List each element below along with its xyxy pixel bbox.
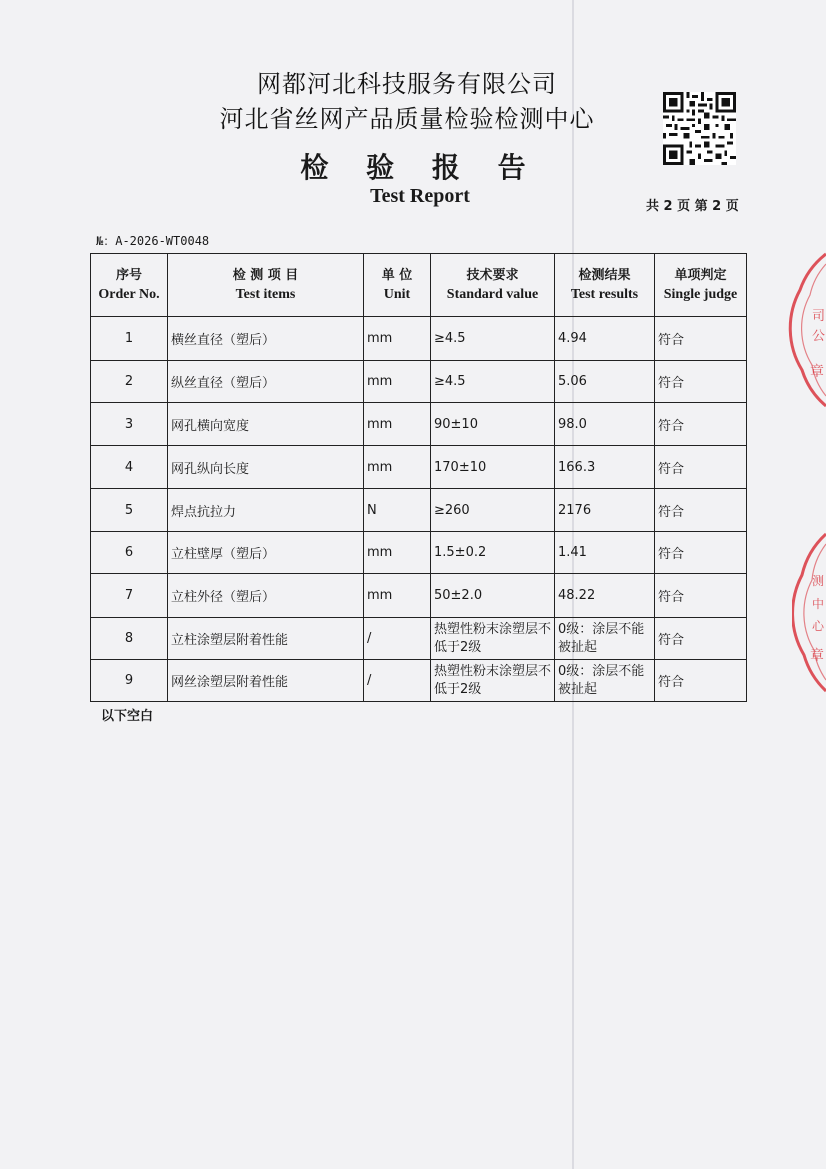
org-name-line2: 河北省丝网产品质量检验检测中心 (219, 105, 595, 133)
cell-test-item: 立柱外径（塑后） (168, 574, 364, 618)
cell-test-item: 纵丝直径（塑后） (168, 361, 364, 403)
table-row (91, 618, 747, 660)
cell-standard: 50±2.0 (431, 574, 555, 618)
seal-text: 司 (812, 309, 826, 324)
cell-standard: ≥4.5 (431, 317, 555, 361)
cell-judge: 符合 (655, 317, 747, 361)
cell-unit: mm (364, 317, 431, 361)
cell-judge: 符合 (655, 660, 747, 702)
cell-order-no: 6 (91, 532, 168, 574)
table-row (91, 317, 747, 361)
cell-judge: 符合 (655, 361, 747, 403)
cell-result: 5.06 (555, 361, 655, 403)
cell-judge: 符合 (655, 403, 747, 446)
svg-text:公: 公 (812, 329, 826, 344)
table-header-row (91, 254, 747, 317)
cell-test-item: 网孔横向宽度 (168, 403, 364, 446)
cell-judge: 符合 (655, 532, 747, 574)
cell-unit: mm (364, 532, 431, 574)
cell-result: 98.0 (555, 403, 655, 446)
table-row (91, 660, 747, 702)
report-number: №：A-2026-WT0048 (96, 234, 210, 248)
cell-standard: 170±10 (431, 446, 555, 489)
cell-unit: / (364, 618, 431, 660)
svg-text:章: 章 (810, 648, 824, 664)
cell-standard: 热塑性粉末涂塑层不低于2级 (431, 660, 555, 702)
cell-order-no: 7 (91, 574, 168, 618)
cell-order-no: 8 (91, 618, 168, 660)
test-results-table (90, 253, 747, 702)
cell-judge: 符合 (655, 618, 747, 660)
cell-unit: mm (364, 361, 431, 403)
svg-text:中: 中 (812, 597, 825, 611)
header-single-judge: 单项判定 Single judge (655, 254, 747, 317)
org-name-line1: 网都河北科技服务有限公司 (257, 70, 557, 98)
cell-test-item: 焊点抗拉力 (168, 489, 364, 532)
blank-below-note: 以下空白 (101, 709, 154, 724)
cell-unit: N (364, 489, 431, 532)
table-row (91, 532, 747, 574)
report-title-cn: 检 验 报 告 (300, 151, 540, 184)
official-seal-partial-top (788, 250, 826, 410)
cell-test-item: 网孔纵向长度 (168, 446, 364, 489)
header-order-no: 序号 Order No. (91, 254, 168, 317)
cell-result: 2176 (555, 489, 655, 532)
svg-text:章: 章 (810, 364, 824, 380)
cell-test-item: 立柱壁厚（塑后） (168, 532, 364, 574)
page-indicator: 共 2 页 第 2 页 (646, 199, 739, 214)
cell-unit: / (364, 660, 431, 702)
header-unit: 单 位 Unit (364, 254, 431, 317)
cell-judge: 符合 (655, 489, 747, 532)
cell-unit: mm (364, 574, 431, 618)
cell-result: 0级：涂层不能被扯起 (555, 618, 655, 660)
cell-order-no: 3 (91, 403, 168, 446)
cell-test-item: 立柱涂塑层附着性能 (168, 618, 364, 660)
cell-order-no: 2 (91, 361, 168, 403)
cell-standard: 1.5±0.2 (431, 532, 555, 574)
table-row (91, 446, 747, 489)
cell-standard: ≥260 (431, 489, 555, 532)
header-standard-value: 技术要求 Standard value (431, 254, 555, 317)
header-test-results: 检测结果 Test results (555, 254, 655, 317)
header-test-items: 检 测 项 目 Test items (168, 254, 364, 317)
table-row (91, 489, 747, 532)
cell-order-no: 4 (91, 446, 168, 489)
cell-judge: 符合 (655, 574, 747, 618)
cell-judge: 符合 (655, 446, 747, 489)
cell-result: 4.94 (555, 317, 655, 361)
table-row (91, 361, 747, 403)
cell-standard: 90±10 (431, 403, 555, 446)
official-seal-partial-bottom (792, 530, 826, 695)
table-row (91, 574, 747, 618)
cell-standard: 热塑性粉末涂塑层不低于2级 (431, 618, 555, 660)
cell-result: 166.3 (555, 446, 655, 489)
cell-result: 1.41 (555, 532, 655, 574)
cell-unit: mm (364, 446, 431, 489)
cell-order-no: 9 (91, 660, 168, 702)
table-row (91, 403, 747, 446)
cell-unit: mm (364, 403, 431, 446)
cell-result: 0级：涂层不能被扯起 (555, 660, 655, 702)
cell-test-item: 网丝涂塑层附着性能 (168, 660, 364, 702)
svg-text:测: 测 (812, 574, 825, 588)
cell-result: 48.22 (555, 574, 655, 618)
report-title-en: Test Report (370, 185, 470, 207)
cell-order-no: 1 (91, 317, 168, 361)
svg-text:心: 心 (812, 619, 825, 633)
cell-standard: ≥4.5 (431, 361, 555, 403)
cell-test-item: 横丝直径（塑后） (168, 317, 364, 361)
cell-order-no: 5 (91, 489, 168, 532)
